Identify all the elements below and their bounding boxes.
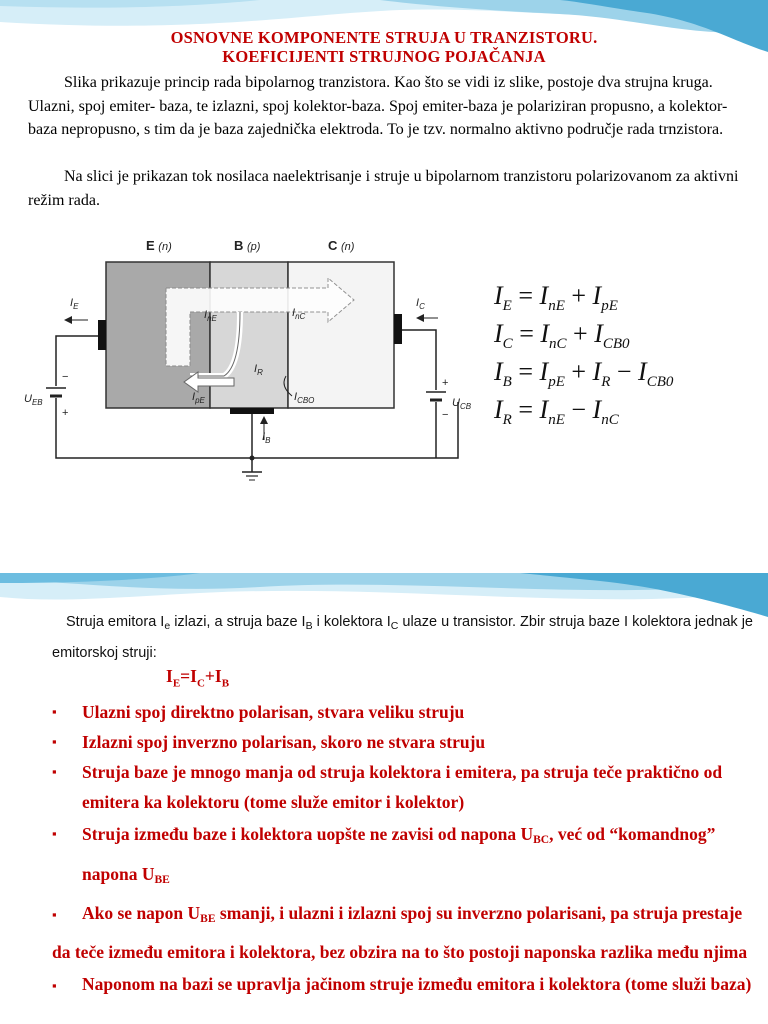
equation-row: $I_R = I_{nE} - I_{nC}$: [494, 395, 619, 428]
figure-description-text: Na slici je prikazan tok nosilaca naelektrisanje i struje u bipolarnom tranzistoru polarizovanom za aktivni režim rada.: [28, 168, 739, 209]
ine-label: $I_{nE}$: [204, 309, 217, 323]
intro-paragraph: [28, 71, 750, 142]
ie-label: $I_E$: [70, 297, 79, 311]
svg-text:E (n): E (n): [146, 238, 172, 253]
ucb-plus-sign: +: [442, 377, 449, 389]
list-item: ▪ Struja baze je mnogo manja od struja kolektora i emitera, pa struja teče praktično od emitera ka kolektoru (tome služe emitor i kolektor): [52, 757, 757, 817]
region-b-label: B: [234, 238, 244, 253]
list-item: ▪ Ulazni spoj direktno polarisan, stvara veliku struju: [52, 697, 757, 727]
intro-paragraph-text: Slika prikazuje princip rada bipolarnog tranzistora. Kao što se vidi iz slike, postoje dva strujna kruga. Ulazni, spoj emiter- baza, te izlazni, spoj kolektor-baza. Spoj emiter-baza je polariziran propusno, a kolektor-baza nepropusno, s tim da je baza zajednička elektroda. To je tzv. normalno aktivno područje rada trnzistora.: [28, 74, 728, 138]
ir-label: $I_R$: [254, 363, 263, 377]
equation-row: $I_C = I_{nC} + I_{CB0}$: [494, 319, 630, 352]
collector-region: [288, 262, 394, 408]
list-item: ▪ Struja između baze i kolektora uopšte ne zavisi od napona $U_{BC}$, već od “komandnog” napona $U_{BE}$: [52, 817, 757, 897]
transistor-figure: [18, 226, 484, 488]
ipe-label: $I_{pE}$: [192, 391, 205, 405]
current-equations: [484, 270, 746, 440]
bullet-icon: ▪: [52, 826, 57, 841]
ueb-label: $U_{EB}$: [24, 393, 43, 407]
slide-title-line1: OSNOVNE KOMPONENTE STRUJA U TRANZISTORU.: [170, 28, 598, 47]
bullet-icon: ▪: [52, 978, 57, 993]
inc-label: $I_{nC}$: [292, 307, 306, 321]
figure-description-paragraph: [28, 165, 750, 212]
ucb-label: $U_{CB}$: [452, 397, 472, 411]
equation-row: $I_B = I_{pE} + I_R - I_{CB0}$: [494, 357, 674, 390]
collector-contact: [394, 314, 402, 344]
ueb-minus-sign: −: [62, 371, 69, 383]
svg-text:B (p): B (p): [234, 238, 261, 253]
slide-title-line2: KOEFICIJENTI STRUJNOG POJAČANJA: [222, 47, 546, 66]
region-e-label: E: [146, 238, 155, 253]
bullet-icon: ▪: [52, 764, 57, 779]
list-item: ▪ Ako se napon $U_{BE}$ smanji, i ulazni i izlazni spoj su inverzno polarisani, pa struja prestaje da teče između emitora i kolektora, bez obzira na to što postoji naponska razlika među njima: [52, 897, 757, 969]
base-contact: [230, 408, 274, 414]
slide-2: [0, 573, 768, 1024]
region-c-label: C: [328, 238, 338, 253]
list-item: ▪ Naponom na bazi se upravlja jačinom struje između emitora i kolektora (tome služi baza): [52, 969, 757, 1001]
emitter-contact: [98, 320, 106, 350]
ib-label: $I_B$: [262, 431, 271, 445]
ucb-minus-sign: −: [442, 409, 449, 421]
bullet-icon: ▪: [52, 704, 57, 719]
svg-text:C (n): C (n): [328, 238, 355, 253]
intro-text: Struja emitora $I_e$ izlazi, a struja baze $I_B$ i kolektora $I_C$ ulaze u transistor. Zbir struja baze I kolektora jednak je emitorskoj struji:: [52, 614, 753, 661]
ueb-plus-sign: +: [62, 407, 69, 419]
bullet-list: [52, 697, 757, 1001]
ic-label: $I_C$: [416, 297, 425, 311]
bullet-icon: ▪: [52, 734, 57, 749]
equations-svg: [484, 270, 746, 440]
current-sum-formula: $I_E=I_C+I_B$: [166, 666, 230, 690]
icbo-label: $I_{CBO}$: [294, 391, 315, 405]
equation-row: $I_E = I_{nE} + I_{pE}$: [494, 281, 618, 314]
transistor-diagram: [18, 226, 484, 488]
bullet-icon: ▪: [52, 907, 57, 922]
list-item: ▪ Izlazni spoj inverzno polarisan, skoro ne stvara struju: [52, 727, 757, 757]
